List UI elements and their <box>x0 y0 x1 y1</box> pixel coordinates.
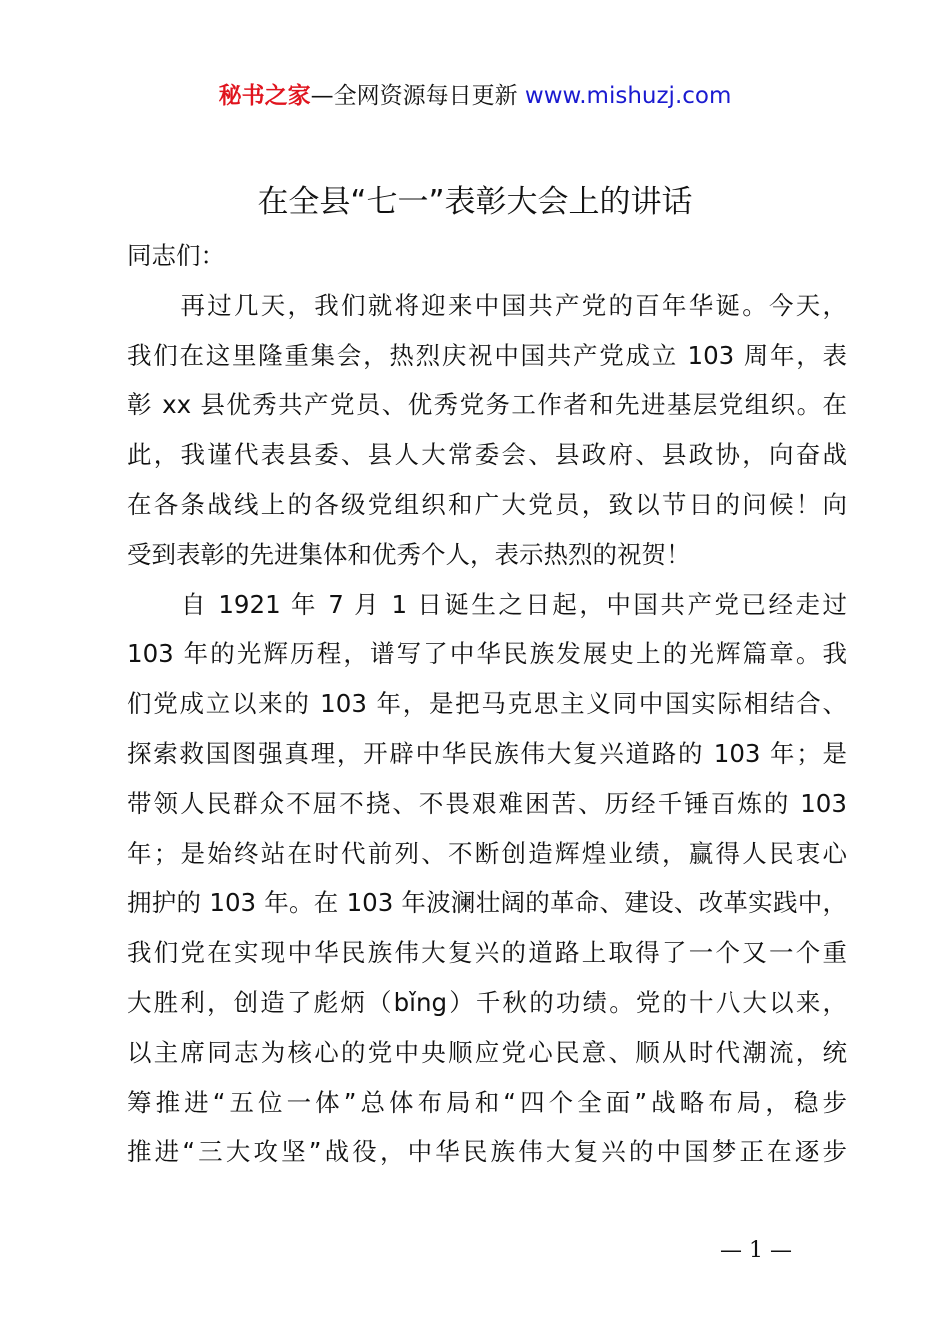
paragraph-line: 带领人民群众不屈不挠、不畏艰难困苦、历经千锤百炼的 103 <box>127 788 847 818</box>
paragraph-line: 年；是始终站在时代前列、不断创造辉煌业绩，赢得人民衷心 <box>127 838 847 868</box>
paragraph-2 <box>127 580 847 1178</box>
paragraph-line: 推进“三大攻坚”战役，中华民族伟大复兴的中国梦正在逐步 <box>127 1137 847 1167</box>
paragraph-line: 探索救国图强真理，开辟中华民族伟大复兴道路的 103 年；是 <box>127 738 847 768</box>
paragraph-line: 103 年的光辉历程，谱写了中华民族发展史上的光辉篇章。我 <box>127 639 847 669</box>
paragraph-line: 拥护的 103 年。在 103 年波澜壮阔的革命、建设、改革实践中， <box>127 888 847 918</box>
paragraph-line: 以主席同志为核心的党中央顺应党心民意、顺从时代潮流，统 <box>127 1037 847 1067</box>
paragraph-line: 大胜利，创造了彪炳（bǐng）千秋的功绩。党的十八大以来， <box>127 987 847 1017</box>
paragraph-line: 彰 xx 县优秀共产党员、优秀党务工作者和先进基层党组织。在 <box>127 390 847 420</box>
paragraph-line: 筹推进“五位一体”总体布局和“四个全面”战略布局，稳步 <box>127 1087 847 1117</box>
paragraph-line: 受到表彰的先进集体和优秀个人，表示热烈的祝贺！ <box>127 539 691 569</box>
paragraph-line: 自 1921 年 7 月 1 日诞生之日起，中国共产党已经走过 <box>127 589 847 619</box>
document-body <box>127 231 847 1177</box>
page-number: — 1 — <box>720 1238 792 1263</box>
paragraph-line: 我们在这里隆重集会，热烈庆祝中国共产党成立 103 周年，表 <box>127 340 847 370</box>
paragraph-1 <box>127 281 847 580</box>
paragraph-line: 我们党在实现中华民族伟大复兴的道路上取得了一个又一个重 <box>127 938 847 968</box>
paragraph-line: 此，我谨代表县委、县人大常委会、县政府、县政协，向奋战 <box>127 440 847 470</box>
header-tagline: —全网资源每日更新 <box>310 83 525 109</box>
paragraph-line: 在各条战线上的各级党组织和广大党员，致以节日的问候！向 <box>127 489 847 519</box>
site-header <box>0 80 950 112</box>
site-url-link[interactable]: www.mishuzj.com <box>524 83 732 109</box>
document-title: 在全县“七一”表彰大会上的讲话 <box>257 184 693 220</box>
paragraph-line: 再过几天，我们就将迎来中国共产党的百年华诞。今天， <box>127 290 847 320</box>
salutation: 同志们： <box>127 241 225 270</box>
paragraph-line: 们党成立以来的 103 年，是把马克思主义同中国实际相结合、 <box>127 689 847 719</box>
brand-name: 秘书之家 <box>218 83 311 109</box>
